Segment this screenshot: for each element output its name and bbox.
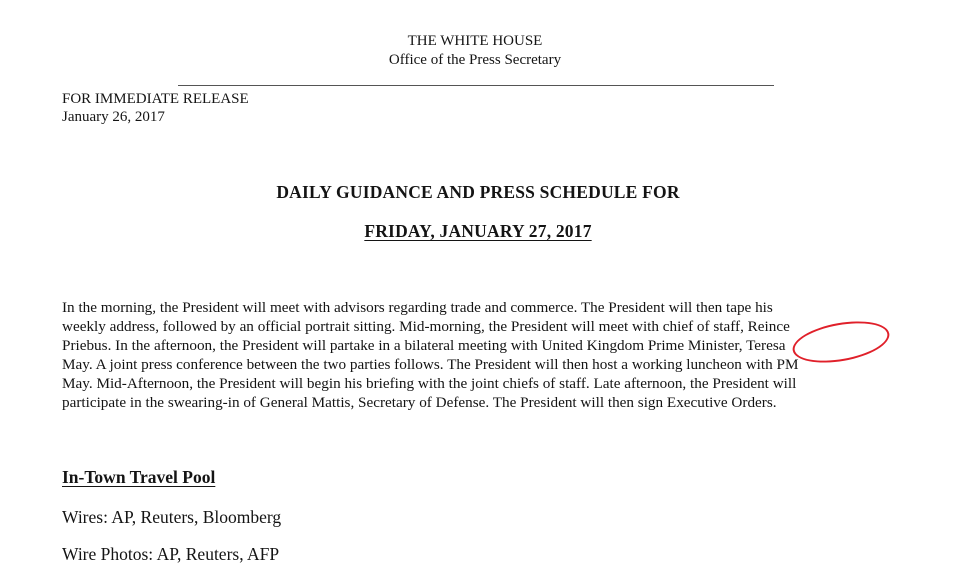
paragraph-line: participate in the swearing-in of General Mattis, Secretary of Defense. The President will then sign Executive Orders.: [62, 394, 777, 411]
document-title: DAILY GUIDANCE AND PRESS SCHEDULE FOR: [276, 182, 680, 202]
paragraph-line: In the morning, the President will meet with advisors regarding trade and commerce. The President will then tape his: [62, 299, 773, 316]
release-date: January 26, 2017: [62, 109, 165, 125]
paragraph-line: May. Mid-Afternoon, the President will begin his briefing with the joint chiefs of staff. Late afternoon, the President will: [62, 375, 797, 392]
paragraph-line: Priebus. In the afternoon, the President will partake in a bilateral meeting with United Kingdom Prime Minister, Teresa: [62, 337, 786, 354]
header-divider: [178, 85, 774, 86]
document-date-title: [0, 220, 956, 242]
document-date-title-text: FRIDAY, JANUARY 27, 2017: [364, 221, 592, 241]
release-label: FOR IMMEDIATE RELEASE: [62, 91, 249, 107]
travel-pool-heading: In-Town Travel Pool: [62, 467, 216, 487]
wires-line: Wires: AP, Reuters, Bloomberg: [62, 507, 282, 527]
wire-photos-line: Wire Photos: AP, Reuters, AFP: [62, 544, 280, 564]
office-name: Office of the Press Secretary: [388, 52, 562, 68]
paragraph-line: May. A joint press conference between the two parties follows. The President will then host a working luncheon with PM: [62, 356, 799, 373]
paragraph-line: weekly address, followed by an official portrait sitting. Mid-morning, the President will meet with chief of staff, Reince: [62, 318, 790, 335]
schedule-paragraph: [62, 298, 902, 412]
org-name: THE WHITE HOUSE: [407, 33, 543, 49]
